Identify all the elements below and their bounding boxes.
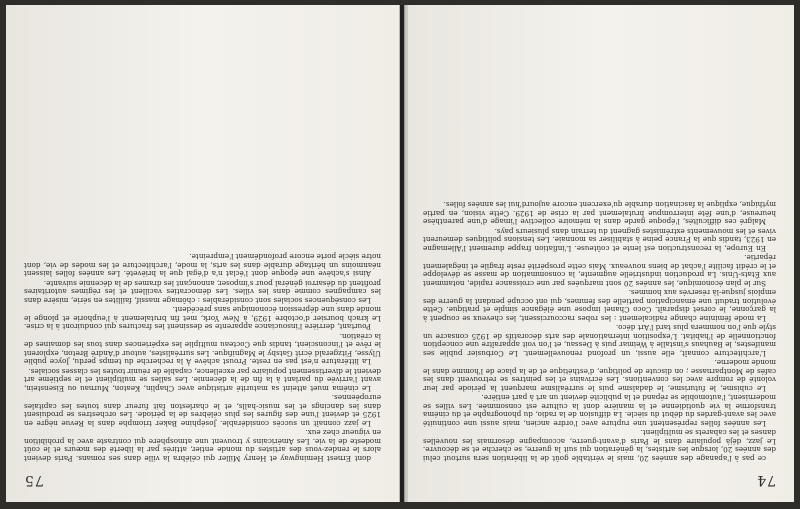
paragraph: Sur le plan économique, les années 20 sont marquées par une croissance rapide, notamment aux États-Unis. La production industrielle augmente, la consommation de masse se développe et le crédit facilite l'achat de biens nouveaux. Mais cette prospérité reste fragile et inégalement répartie. bbox=[423, 253, 776, 288]
paragraph: Le jazz connaît un succès considérable. Joséphine Baker triomphe dans la Revue nègre en 1925 et devient l'une des figures les plus célèbres de la période. Les orchestres se produisent dans les dancings et les music-halls, et le charleston fait fureur dans toutes les capitales européennes. bbox=[24, 393, 381, 428]
paragraph: Les conséquences sociales sont considérables : chômage massif, faillites en série, misère dans les campagnes comme dans les villes. Les démocraties vacillent et les régimes autoritaires profitent du désarroi général pour s'imposer, annonçant les drames de la décennie suivante. bbox=[24, 279, 381, 305]
page-number-right: 75 bbox=[24, 472, 44, 488]
paragraph: Ainsi s'achève une époque dont l'éclat n'a d'égal que la brièveté. Les années folles laissent néanmoins un héritage durable dans les arts, la mode, l'architecture et les modes de vie, dont notre siècle porte encore profondément l'empreinte. bbox=[24, 252, 381, 279]
paragraph: La littérature n'est pas en reste. Proust achève À la recherche du temps perdu, Joyce publie Ulysse, Fitzgerald écrit Gatsby le Magnifique. Les surréalistes, autour d'André Breton, explorent le rêve et l'inconscient, tandis que Cocteau multiplie les expériences dans tous les domaines de la création. bbox=[24, 332, 381, 367]
right-page bbox=[6, 5, 400, 502]
paragraph: Le cubisme, le futurisme, le dadaïsme puis le surréalisme marquent la période par leur volonté de rompre avec les conventions. Les écrivains et les peintres se retrouvent dans les cafés de Montparnasse ; on discute de politique, d'esthétique et de la place de l'homme dans le monde moderne. bbox=[423, 358, 776, 393]
paragraph: Malgré ces difficultés, l'époque garde dans la mémoire collective l'image d'une parenthèse heureuse, d'une fête interrompue brutalement par la crise de 1929. Cette vision, en partie mythique, explique la fascination durable qu'exercent encore aujourd'hui les années folles. bbox=[423, 200, 776, 227]
paragraph: Pourtant, derrière l'insouciance apparente se dessinent les fractures qui conduiront à la crise. Le krach boursier d'octobre 1929, à New York, met fin brutalement à l'euphorie et plonge le monde dans une dépression économique sans précédent. bbox=[24, 305, 381, 332]
paragraph: ce pas à l'apanage des années 20, mais le véritable goût de la libération sera surtout celui des années 20, lorsque les artistes, la génération qui suit la guerre, se cherche et se découvre. Le jazz, déjà populaire dans le Paris d'avant-guerre, accompagne désormais les nouvelles danses et les cabarets se multiplient. bbox=[423, 428, 776, 463]
paragraph: En Europe, la reconstruction est lente et coûteuse. L'inflation frappe durement l'Allemagne en 1923, tandis que la France peine à stabiliser sa monnaie. Les tensions politiques demeurent vives et les mouvements extrémistes gagnent du terrain dans plusieurs pays. bbox=[423, 227, 776, 253]
right-page-text bbox=[24, 17, 381, 462]
paragraph: Le cinéma muet atteint sa maturité artistique avec Chaplin, Keaton, Murnau ou Eisenstein, avant l'arrivée du parlant à la fin de la décennie. Les salles se multiplient et le septième art devient le divertissement populaire par excellence, capable de réunir toutes les classes sociales. bbox=[24, 367, 381, 393]
paragraph: Les années folles représentent une rupture avec l'ordre ancien, mais aussi une continuité avec les avant-gardes du début du siècle. La diffusion de la radio, du phonographe et du cinéma transforme la vie quotidienne et la manière dont la culture est consommée. Les villes se modernisent, l'automobile se répand et la publicité devient un art à part entière. bbox=[423, 393, 776, 428]
left-page bbox=[404, 5, 794, 502]
paragraph: dont Ernest Hemingway et Henry Miller qui célébra la ville dans ses romans. Paris devient alors le rendez-vous des artistes du monde entier, attirés par la liberté des mœurs et le coût modeste de la vie. Les Américains y trouvent une atmosphère qui contraste avec la prohibition en vigueur chez eux. bbox=[24, 428, 381, 463]
paragraph: La mode féminine change radicalement : les robes raccourcissent, les cheveux se coupent à la garçonne, le corset disparaît. Coco Chanel impose une élégance simple et pratique. Cette évolution traduit une émancipation partielle des femmes, qui ont occupé pendant la guerre des emplois jusque-là réservés aux hommes. bbox=[423, 288, 776, 323]
paragraph: L'architecture connaît, elle aussi, un profond renouvellement. Le Corbusier publie ses manifestes, le Bauhaus s'installe à Weimar puis à Dessau, et l'on voit apparaître une conception fonctionnelle de l'habitat. L'exposition internationale des arts décoratifs de 1925 consacre un style que l'on nommera plus tard l'Art déco. bbox=[423, 323, 776, 358]
page-number-left: 74 bbox=[756, 472, 776, 488]
left-page-text bbox=[423, 17, 776, 462]
